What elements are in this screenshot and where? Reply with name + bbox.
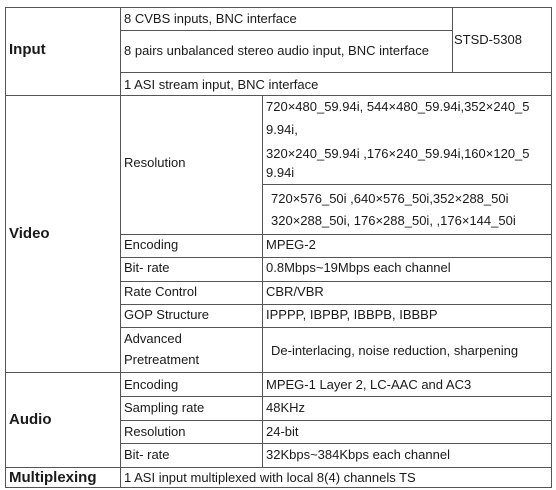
divider-input-video bbox=[5, 95, 552, 96]
audio-bitrate-label: Bit- rate bbox=[124, 447, 170, 462]
row-line-audio-2 bbox=[120, 420, 552, 421]
row-line-video-5 bbox=[120, 327, 552, 328]
input-cvbs: 8 CVBS inputs, BNC interface bbox=[124, 11, 297, 26]
divider-label-column bbox=[120, 7, 121, 488]
multiplexing-value: 1 ASI input multiplexed with local 8(4) channels TS bbox=[124, 470, 416, 485]
video-res-pal-1: 720×576_50i ,640×576_50i,352×288_50i bbox=[271, 191, 509, 206]
row-line-video-2 bbox=[120, 257, 552, 258]
video-gop-value: IPPPP, IBPBP, IBBPB, IBBBP bbox=[266, 307, 438, 322]
row-line-audio-1 bbox=[120, 396, 552, 397]
row-line-res-split bbox=[262, 184, 552, 185]
row-line-video-4 bbox=[120, 304, 552, 305]
video-pretreatment-value: De-interlacing, noise reduction, sharpening bbox=[271, 343, 519, 358]
audio-resolution-label: Resolution bbox=[124, 424, 186, 439]
video-bitrate-label: Bit- rate bbox=[124, 260, 170, 275]
video-res-ntsc-4: 9.94i bbox=[266, 165, 295, 180]
input-audio: 8 pairs unbalanced stereo audio input, BNC interface bbox=[124, 43, 429, 58]
audio-sampling-label: Sampling rate bbox=[124, 400, 205, 415]
border-right bbox=[551, 7, 552, 488]
video-pretreatment-label-1: Advanced bbox=[124, 331, 182, 346]
audio-bitrate-value: 32Kbps~384Kbps each channel bbox=[266, 447, 450, 462]
row-line-audio-3 bbox=[120, 443, 552, 444]
border-bottom bbox=[5, 487, 552, 488]
row-line-input-1 bbox=[120, 30, 452, 31]
video-res-ntsc-3: 320×240_59.94i ,176×240_59.94i,160×120_5 bbox=[266, 146, 530, 161]
section-video-label: Video bbox=[9, 225, 50, 242]
video-gop-label: GOP Structure bbox=[124, 307, 210, 322]
divider-model-column bbox=[452, 7, 453, 73]
video-res-pal-2: 320×288_50i, 176×288_50i, ,176×144_50i bbox=[271, 213, 516, 228]
audio-encoding-label: Encoding bbox=[124, 377, 179, 392]
border-left bbox=[5, 7, 6, 488]
video-pretreatment-label-2: Pretreatment bbox=[124, 352, 200, 367]
input-model: STSD-5308 bbox=[454, 32, 522, 47]
border-top bbox=[5, 7, 552, 8]
video-encoding-label: Encoding bbox=[124, 237, 179, 252]
divider-video-audio bbox=[5, 372, 552, 373]
section-audio-label: Audio bbox=[9, 411, 52, 428]
video-bitrate-value: 0.8Mbps~19Mbps each channel bbox=[266, 260, 451, 275]
divider-audio-mux bbox=[5, 467, 552, 468]
input-asi: 1 ASI stream input, BNC interface bbox=[124, 77, 319, 92]
video-encoding-value: MPEG-2 bbox=[266, 237, 316, 252]
video-resolution-label: Resolution bbox=[124, 155, 186, 170]
video-res-ntsc-1: 720×480_59.94i, 544×480_59.94i,352×240_5 bbox=[266, 99, 530, 114]
audio-encoding-value: MPEG-1 Layer 2, LC-AAC and AC3 bbox=[266, 377, 472, 392]
section-input-label: Input bbox=[9, 41, 46, 58]
video-rate-control-label: Rate Control bbox=[124, 284, 197, 299]
video-rate-control-value: CBR/VBR bbox=[266, 284, 324, 299]
section-multiplexing-label: Multiplexing bbox=[9, 469, 97, 486]
audio-sampling-value: 48KHz bbox=[266, 400, 306, 415]
row-line-video-1 bbox=[120, 234, 552, 235]
audio-resolution-value: 24-bit bbox=[266, 424, 299, 439]
row-line-input-2 bbox=[120, 72, 552, 73]
row-line-video-3 bbox=[120, 281, 552, 282]
video-res-ntsc-2: 9.94i, bbox=[266, 122, 298, 137]
